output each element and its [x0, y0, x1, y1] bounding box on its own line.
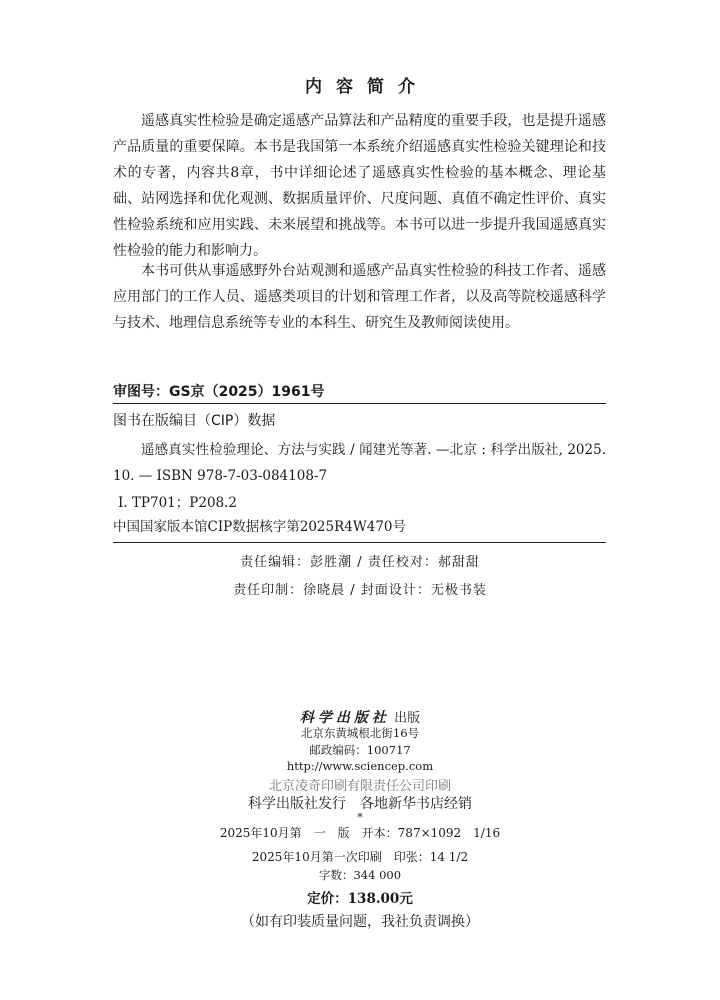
separator-asterisk: * — [357, 811, 363, 824]
word-count: 字数：344 000 — [318, 868, 402, 882]
publisher-url: http://www.sciencep.com — [286, 759, 434, 773]
production-credits: 责任印制：徐晓晨 / 封面设计：无极书装 — [233, 583, 487, 598]
distribution-line: 科学出版社发行 各地新华书店经销 — [248, 796, 472, 812]
price: 定价：138.00元 — [307, 891, 413, 907]
cip-classification: Ⅰ. TP701；P208.2 — [118, 495, 238, 511]
editor-credits: 责任编辑：彭胜潮 / 责任校对：郝甜甜 — [240, 555, 480, 570]
page-title: 内容简介 — [305, 77, 429, 97]
summary-paragraph-2: 本书可供从事遥感野外台站观测和遥感产品真实性检验的科技工作者、遥感应用部门的工作人员、遥感类项目的计划和管理工作者，以及高等院校遥感科学与技术、地理信息系统等专业的本科生、研究生及教师阅读使用。 — [113, 263, 606, 331]
edition-format: 2025年10月第 一 版 开本：787×1092 1/16 — [219, 826, 501, 840]
map-approval-number: 审图号：GS京（2025）1961号 — [113, 384, 325, 400]
printer-name: 北京凌奇印刷有限责任公司印刷 — [268, 779, 451, 794]
quality-note: （如有印装质量问题，我社负责调换） — [241, 914, 479, 930]
summary-paragraph-1: 遥感真实性检验是确定遥感产品算法和产品精度的重要手段，也是提升遥感产品质量的重要保障。本书是我国第一本系统介绍遥感真实性检验关键理论和技术的专著，内容共8章，书中详细论述了遥感真实性检验的基本概念、理论基础、站网选择和优化观测、数据质量评价、尺度问题、真值不确定性评价、真实性检验系统和应用实践、未来展望和挑战等。本书可以进一步提升我国遥感真实性检验的能力和影响力。 — [113, 113, 606, 259]
cip-heading: 图书在版编目（CIP）数据 — [113, 413, 276, 429]
publisher-line — [0, 707, 720, 727]
cip-bottom-rule — [113, 542, 606, 543]
cip-top-rule — [113, 403, 606, 404]
publisher-address: 北京东黄城根北街16号 — [300, 726, 420, 740]
cip-number: 中国国家版本馆CIP数据核字第2025R4W470号 — [113, 519, 406, 535]
printing-sheets: 2025年10月第一次印刷 印张：14 1/2 — [251, 850, 469, 864]
publisher-suffix: 出版 — [394, 711, 421, 726]
publisher-logo-text: 科学出版社 — [299, 710, 390, 726]
publisher-postcode: 邮政编码：100717 — [309, 743, 411, 757]
cip-record: 遥感真实性检验理论、方法与实践 / 闻建光等著. —北京 : 科学出版社, 2025. 10. — ISBN 978-7-03-084108-7 — [113, 442, 606, 484]
